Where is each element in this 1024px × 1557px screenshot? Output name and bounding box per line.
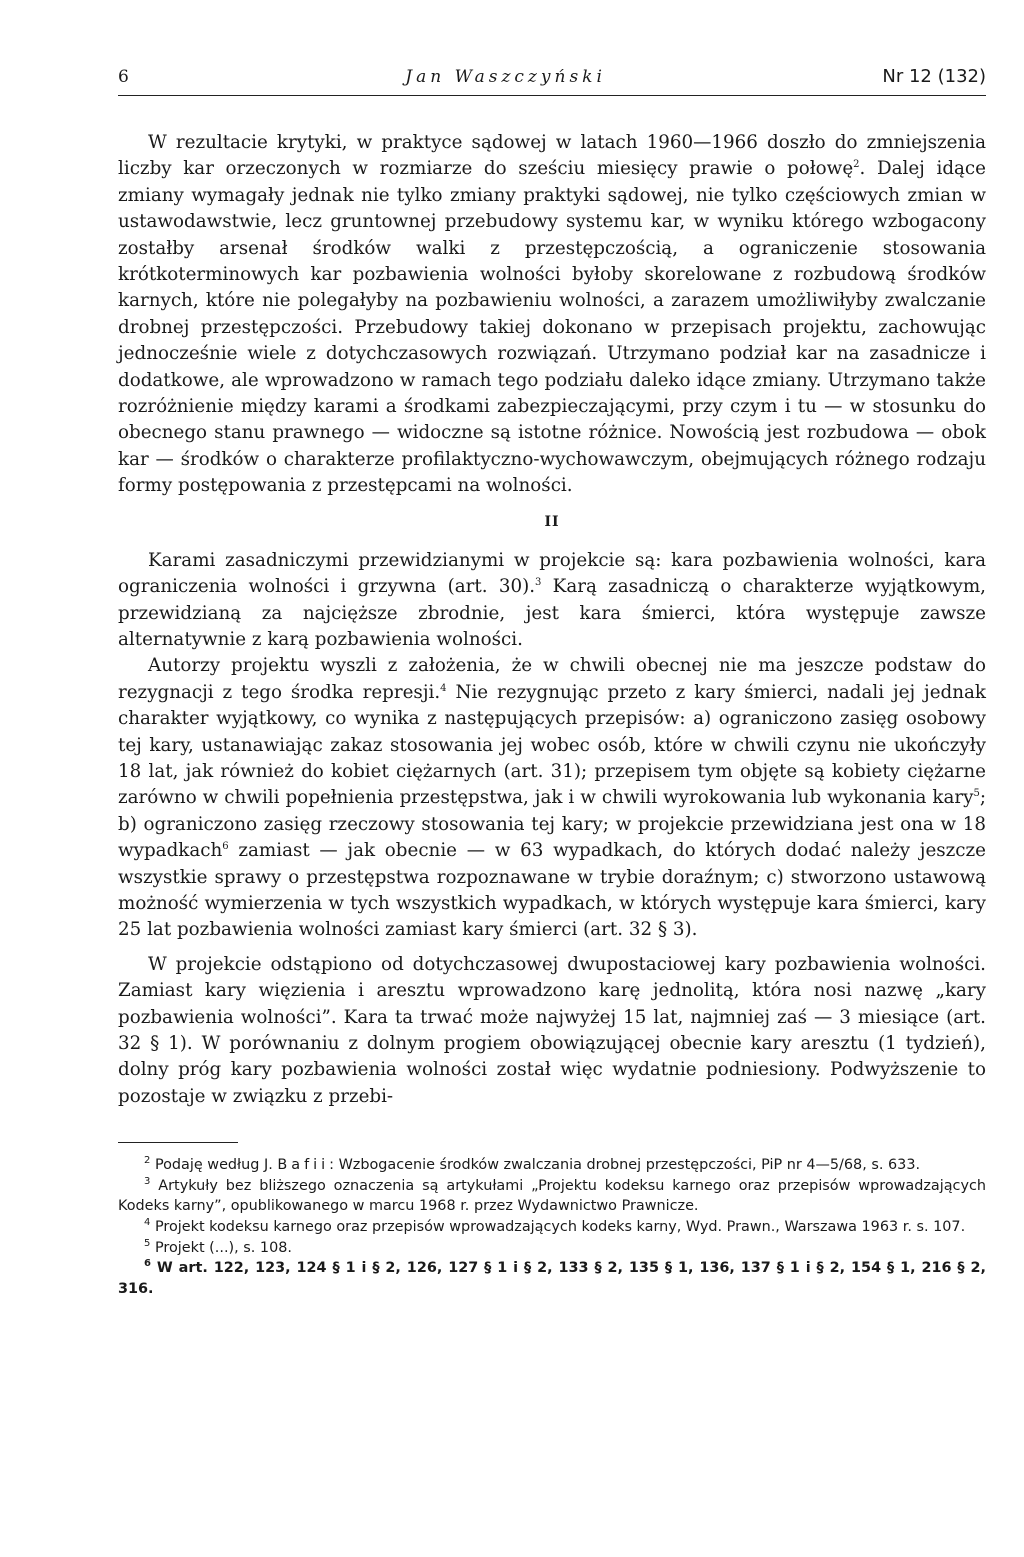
footnote bbox=[118, 1155, 986, 1176]
cited-author: Bafii bbox=[277, 1157, 330, 1174]
text-run: ; b) ograniczono zasięg rzeczowy stosowania tej kary; w projekcie przewidziana jest ona w 18 wypadkach bbox=[118, 787, 986, 862]
text-run: W rezultacie krytyki, w praktyce sądowej w latach 1960—1966 doszło do zmniejszenia liczby kar orzeczonych w rozmiarze do sześciu miesięcy prawie o połowę bbox=[118, 132, 986, 180]
footnote-number: 4 bbox=[144, 1217, 151, 1229]
running-head-author: Jan Waszczyński bbox=[405, 67, 606, 87]
paragraph bbox=[118, 130, 986, 500]
text-run: zamiast — jak obecnie — w 63 wypadkach, do których dodać należy jeszcze wszystkie sprawy o przestępstwa rozpoznawane w trybie doraźnym; c) stworzono ustawową możność wymierzenia w tych wszystkich wypadkach, w których występuje kara śmierci, kary 25 lat pozbawienia wolności zamiast kary śmierci (art. 32 § 3). bbox=[118, 840, 986, 941]
running-head bbox=[118, 66, 986, 96]
footnote-number: 3 bbox=[144, 1176, 151, 1188]
text-run: Nie rezygnując przeto z kary śmierci, nadali jej jednak charakter wyjątkowy, co wynika z następujących przepisów: a) ograniczono zasięg osobowy tej kary, ustanawiając zakaz stosowania jej wobec osób, które w chwili czynu nie ukończyły 18 lat, jak również do kobiet ciężarnych (art. 31); przepisem tym objęte są kobiety ciężarne zarówno w chwili popełnienia przestępstwa, jak i w chwili wyrokowania lub wykonania kary bbox=[118, 681, 986, 809]
footnote-number: 5 bbox=[144, 1237, 151, 1249]
text-run: Karami zasadniczymi przewidzianymi w projekcie są: kara pozbawienia wolności, kara ograniczenia wolności i grzywna (art. 30). bbox=[118, 549, 986, 598]
section-heading: II bbox=[544, 513, 560, 530]
footnote-text: Projekt (...), s. 108. bbox=[150, 1239, 292, 1256]
body-text bbox=[118, 130, 986, 1110]
footnote-text: Podaję według J. bbox=[150, 1157, 278, 1174]
paragraph: W projekcie odstąpiono od dotychczasowej dwupostaciowej kary pozbawienia wolności. Zamiast kary więzienia i aresztu wprowadzono karę jednolitą, która nosi nazwę „kary pozbawienia wolności”. Kara ta trwać może najwyżej 15 lat, najmniej zaś — 3 miesiące (art. 32 § 1). W porównaniu z dolnym progiem obowiązującej obecnie kary aresztu (1 tydzień), dolny próg kary pozbawienia wolności został więc wydatnie podniesiony. Podwyższenie to pozostaje w związku z przebi- bbox=[118, 953, 986, 1107]
issue-number: Nr 12 (132) bbox=[882, 66, 986, 87]
footnote bbox=[118, 1217, 986, 1238]
footnote-ref[interactable]: 4 bbox=[440, 682, 447, 694]
footnote-text: Projekt kodeksu karnego oraz przepisów wprowadzających kodeks karny, Wyd. Prawn., Warszawa 1963 r. s. 107. bbox=[150, 1219, 966, 1235]
footnote bbox=[118, 1176, 986, 1217]
text-run: Karą zasadniczą o charakterze wyjątkowym, przewidzianą za najcięższe zbrodnie, jest kara śmierci, która występuje zawsze alternatywnie z karą pozbawienia wolności. bbox=[118, 576, 986, 650]
footnote bbox=[118, 1258, 986, 1299]
paragraph bbox=[118, 548, 986, 654]
footnote-number: 6 bbox=[144, 1258, 151, 1270]
footnote bbox=[118, 1238, 986, 1259]
footnote-ref[interactable]: 5 bbox=[973, 788, 980, 800]
page-number: 6 bbox=[118, 67, 129, 87]
footnote-divider bbox=[118, 1142, 238, 1143]
footnote-ref[interactable]: 2 bbox=[853, 159, 860, 171]
footnotes bbox=[118, 1155, 986, 1299]
footnote-ref[interactable]: 6 bbox=[222, 841, 229, 853]
footnote-text: : Wzbogacenie środków zwalczania drobnej przestępczości, PiP nr 4—5/68, s. 633. bbox=[329, 1157, 921, 1174]
text-run: Autorzy projektu wyszli z założenia, że w chwili obecnej nie ma jeszcze podstaw do rezygnacji z tego środka represji. bbox=[118, 655, 986, 703]
footnote-text: W art. 122, 123, 124 § 1 i § 2, 126, 127 § 1 i § 2, 133 § 2, 135 § 1, 136, 137 § 1 i § 2, 154 § 1, 216 § 2, 316. bbox=[118, 1260, 986, 1297]
text-run: . Dalej idące zmiany wymagały jednak nie tylko zmiany praktyki sądowej, nie tylko częściowych zmian w ustawodawstwie, lecz gruntownej przebudowy systemu kar, w wyniku którego wzbogacony zostałby arsenał środków walki z przestępczością, a ograniczenie stosowania krótkoterminowych kar pozbawienia wolności byłoby skorelowane z rozbudową środków karnych, które nie polegałyby na pozbawieniu wolności, a zarazem umożliwiłyby zwalczanie drobnej przestępczości. Przebudowy takiej dokonano w przepisach projektu, zachowując jednocześnie wiele z dotychczasowych rozwiązań. Utrzymano podział kar na zasadnicze i dodatkowe, ale wprowadzono w ramach tego podziału daleko idące zmiany. Utrzymano także rozróżnienie między karami a środkami zabezpieczającymi, przy czym i tu — w stosunku do obecnego stanu prawnego — widoczne są istotne różnice. Nowością jest rozbudowa — obok kar — środków o charakterze profilaktyczno-wychowawczym, obejmujących różnego rodzaju formy postępowania z przestępcami na wolności. bbox=[118, 158, 986, 497]
footnote-number: 2 bbox=[144, 1155, 151, 1167]
footnote-ref[interactable]: 3 bbox=[535, 577, 542, 588]
paragraph bbox=[118, 653, 986, 943]
footnote-text: Artykuły bez bliższego oznaczenia są artykułami „Projektu kodeksu karnego oraz przepisów wprowadzających Kodeks karny”, opublikowanego w marcu 1968 r. przez Wydawnictwo Prawnicze. bbox=[118, 1177, 986, 1215]
